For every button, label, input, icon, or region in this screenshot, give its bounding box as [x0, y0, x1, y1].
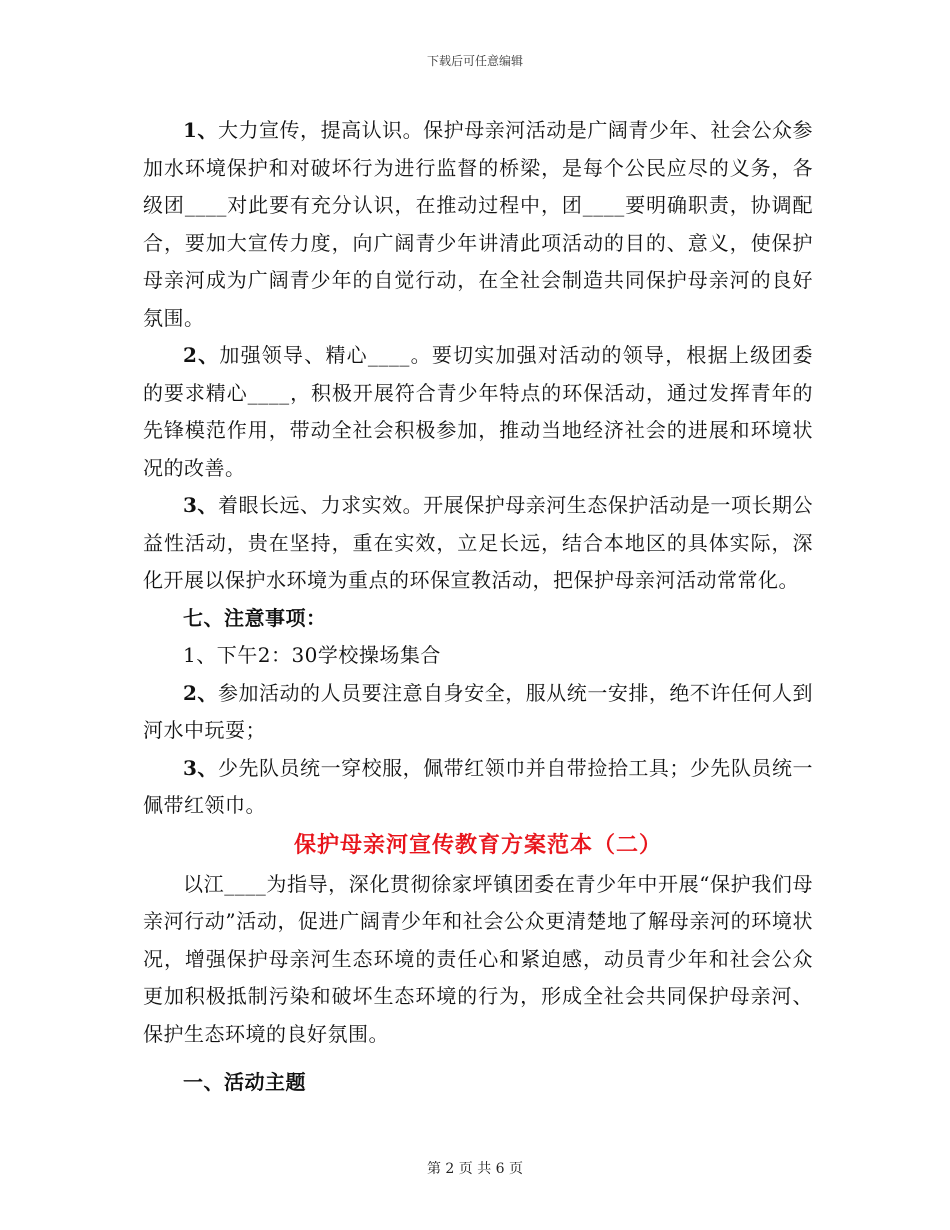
notice-item-2-text: 参加活动的人员要注意自身安全，服从统一安排，绝不许任何人到河水中玩耍； — [143, 680, 814, 742]
document-body — [143, 112, 813, 1103]
section-7-heading: 七、注意事项： — [183, 605, 327, 630]
page-header: 下载后可任意编辑 — [426, 54, 523, 68]
notice-item-1-number: 1、 — [183, 643, 217, 667]
notice-item-3 — [143, 750, 813, 825]
document-title-part-2: 保护母亲河宣传教育方案范本（二） — [293, 831, 662, 858]
part-2-section-1-heading: 一、活动主题 — [183, 1070, 306, 1094]
part-2-intro-paragraph: 以江____为指导，深化贯彻徐家坪镇团委在青少年中开展“保护我们母亲河行动”活动，促进广阔青少年和社会公众更清楚地了解母亲河的环境状况，增强保护母亲河生态环境的责任心和紧迫感，动员青少年和社会公众更加积极抵制污染和破坏生态环境的行为，形成全社会共同保护母亲河、保护生态环境的良好氛围。 — [143, 871, 813, 1046]
paragraph-3-text: 着眼长远、力求实效。开展保护母亲河生态保护活动是一项长期公益性活动，贵在坚持，重在实效，立足长远，结合本地区的具体实际，深化开展以保护水环境为重点的环保宣教活动，把保护母亲河活动常常化。 — [143, 493, 814, 592]
paragraph-2-text: 加强领导、精心____。要切实加强对活动的领导，根据上级团委的要求精心____，积极开展符合青少年特点的环保活动，通过发挥青年的先锋模范作用，带动全社会积极参加，推动当地经济社会的进展和环境状况的改善。 — [143, 343, 814, 480]
paragraph-2 — [143, 337, 813, 487]
notice-item-2 — [143, 675, 813, 750]
notice-item-1-text: 下午2：30学校操场集合 — [216, 643, 441, 667]
paragraph-1 — [143, 112, 813, 337]
notice-item-2-number: 2、 — [183, 680, 218, 705]
page-footer: 第 2 页 共 6 页 — [426, 1161, 524, 1177]
notice-item-1 — [143, 637, 813, 675]
paragraph-3-number: 3、 — [183, 493, 218, 517]
paragraph-1-text: 大力宣传，提高认识。保护母亲河活动是广阔青少年、社会公众参加水环境保护和对破坏行为进行监督的桥梁，是每个公民应尽的义务，各级团____对此要有充分认识，在推动过程中，团____要明确职责，协调配合，要加大宣传力度，向广阔青少年讲清此项活动的目的、意义，使保护母亲河成为广阔青少年的自觉行动，在全社会制造共同保护母亲河的良好氛围。 — [143, 118, 814, 330]
paragraph-2-number: 2、 — [183, 343, 220, 367]
notice-item-3-number: 3、 — [183, 755, 218, 780]
paragraph-3 — [143, 487, 813, 600]
notice-item-3-text: 少先队员统一穿校服，佩带红领巾并自带捡拾工具；少先队员统一佩带红领巾。 — [143, 755, 814, 817]
paragraph-1-number: 1、 — [183, 118, 218, 142]
